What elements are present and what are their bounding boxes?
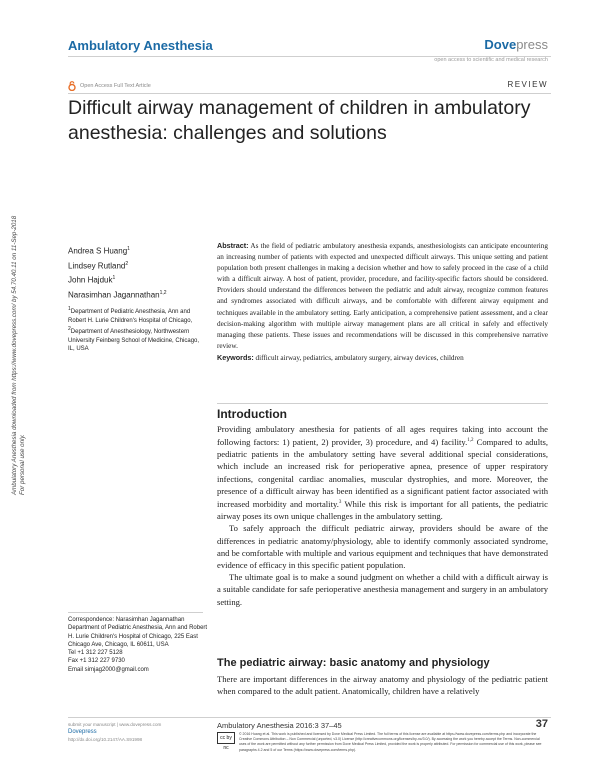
author-item: Andrea S Huang$^1$ xyxy=(68,246,130,256)
correspondence-tel: Tel +1 312 227 5128 xyxy=(68,650,123,657)
abstract-label: Abstract: xyxy=(217,241,249,250)
publisher-tagline: open access to scientific and medical research xyxy=(434,57,548,63)
abstract-text: As the field of pediatric ambulatory anesthesia expands, anesthesiologists can anticipate encountering an increasing number of patients with expected and unexpected difficult airways. This unique setting and patient population both present challenges in making a decision whether and how to safely proceed in the case of a child with a difficult airway. A host of patient, provider, procedure, and facility-specific factors should be considered. Providers should understand the differences between the pediatric and adult airway, recognize common features and syndromes associated with difficult airways, and be comfortable with different airway equipment and techniques available in the ambulatory setting. Early anticipation, a comprehensive patient assessment, and a clear decision-making algorithm with multiple airway management plans are all critical in safely and effectively managing these patients. These issues and recommendations will be discussed in this comprehensive narrative review. xyxy=(217,242,548,350)
correspondence-email[interactable]: Email simjag2000@gmail.com xyxy=(68,666,149,673)
correspondence-label: Correspondence: Narasimhan Jagannathan xyxy=(68,617,185,623)
open-access-icon xyxy=(68,81,76,91)
open-access-label: Open Access Full Text Article xyxy=(80,83,151,89)
footer-divider xyxy=(68,717,551,718)
license-block xyxy=(217,732,548,753)
cc-license-icon[interactable]: cc by nc xyxy=(217,732,235,744)
keywords-label: Keywords: xyxy=(217,352,254,362)
author-item: Lindsey Rutland$^2$ xyxy=(68,260,129,271)
correspondence-fax: Fax +1 312 227 9730 xyxy=(68,658,125,665)
introduction-body xyxy=(217,423,548,608)
title-divider xyxy=(68,93,551,94)
section-heading: The pediatric airway: basic anatomy and physiology xyxy=(217,657,490,669)
watermark-line2: For personal use only. xyxy=(19,434,26,495)
download-watermark xyxy=(3,165,37,525)
article-title: Difficult airway management of children in ambulatory anesthesia: challenges and solutions xyxy=(68,97,531,144)
open-access-badge xyxy=(68,81,151,91)
affiliations: $^1$Department of Pediatric Anesthesia, Ann and Robert H. Lurie Children's Hospital of Chicago, $^2$Department of Anesthesiology, Northwestern University Feinberg School of Medicine, Chicago, IL, USA xyxy=(68,306,200,352)
watermark-line1: Ambulatory Anesthesia downloaded from https://www.dovepress.com/ by 54.70.40.11 on 11-Sep-2018 xyxy=(11,215,18,495)
footer-left xyxy=(68,721,208,744)
author-list xyxy=(68,243,208,302)
publisher-logo[interactable] xyxy=(484,37,548,52)
paragraph: To safely approach the difficult pediatric airway, providers should be aware of the differences in pediatric anatomy/physiology, able to identify commonly associated syndrome, and be comfortable with multiple and various equipment and techniques that have demonstrated evidence of efficacy in this specific patient population. xyxy=(217,523,548,570)
doi-link[interactable]: http://dx.doi.org/10.2147/AA.S91998 xyxy=(68,737,143,742)
keywords-text: difficult airway, pediatrics, ambulatory surgery, airway devices, children xyxy=(255,353,464,362)
journal-name: Ambulatory Anesthesia xyxy=(68,38,213,53)
article-type: REVIEW xyxy=(507,80,548,89)
publisher-logo-rest: press xyxy=(516,37,548,52)
author-item: Narasimhan Jagannathan$^{1,2}$ xyxy=(68,289,167,300)
introduction-heading: Introduction xyxy=(217,407,287,421)
author-item: John Hajduk$^1$ xyxy=(68,275,116,285)
publisher-logo-bold: Dove xyxy=(484,37,517,52)
license-text: © 2016 Huang et al. This work is published and licensed by Dove Medical Press Limited. The full terms of this license are available at https://www.dovepress.com/terms.php and incorporate the Creative Commons Attribution – Non Commercial (unported, v3.0) License (http://creativecommons.org/licenses/by-nc/3.0/). By accessing the work you hereby accept the Terms. Non-commercial uses of the work are permitted without any further permission from Dove Medical Press Limited, provided the work is properly attributed. For permission for commercial use of this work, please see paragraphs 4.2 and 5 of our Terms (https://www.dovepress.com/terms.php). xyxy=(239,732,542,752)
abstract xyxy=(217,240,548,364)
correspondence-dept: Department of Pediatric Anesthesia, Ann and Robert H. Lurie Children's Hospital of Chicago, 225 East Chicago Ave, Chicago, IL 60611, USA xyxy=(68,625,208,648)
footer-citation: Ambulatory Anesthesia 2016:3 37–45 xyxy=(217,721,342,730)
paragraph: Providing ambulatory anesthesia for patients of all ages requires taking into account the following factors: 1) patient, 2) provider, 3) procedure, and 4) facility.$^{1,2}$ Compared to adults, pediatric patients in the ambulatory setting have several additional special considerations, which include an increased risk for perioperative apnea, presence of upper respiratory infections, congenital cardiac anomalies, muscular dystrophies, and more. Moreover, the presence of a difficult airway has been identified as a significant patient factor associated with increased morbidity and mortality.$^3$ While this risk is important for all patients, the pediatric airway poses its own unique challenges in the ambulatory setting. xyxy=(217,424,548,522)
page-number: 37 xyxy=(535,718,548,730)
keywords xyxy=(217,352,548,364)
correspondence xyxy=(68,616,208,674)
section-divider xyxy=(217,403,548,404)
section-body: There are important differences in the airway anatomy and physiology of the pediatric patient when compared to the adult patient. Anatomically, children have a relatively xyxy=(217,674,548,697)
footer-publisher[interactable]: Dovepress xyxy=(68,728,97,735)
correspondence-divider xyxy=(68,612,203,613)
paragraph: The ultimate goal is to make a sound judgment on whether a child with a difficult airway is a suitable candidate for safe perioperative anesthesia management and surgery in an ambulatory setting. xyxy=(217,572,548,607)
submit-link[interactable]: submit your manuscript | www.dovepress.com xyxy=(68,722,162,727)
